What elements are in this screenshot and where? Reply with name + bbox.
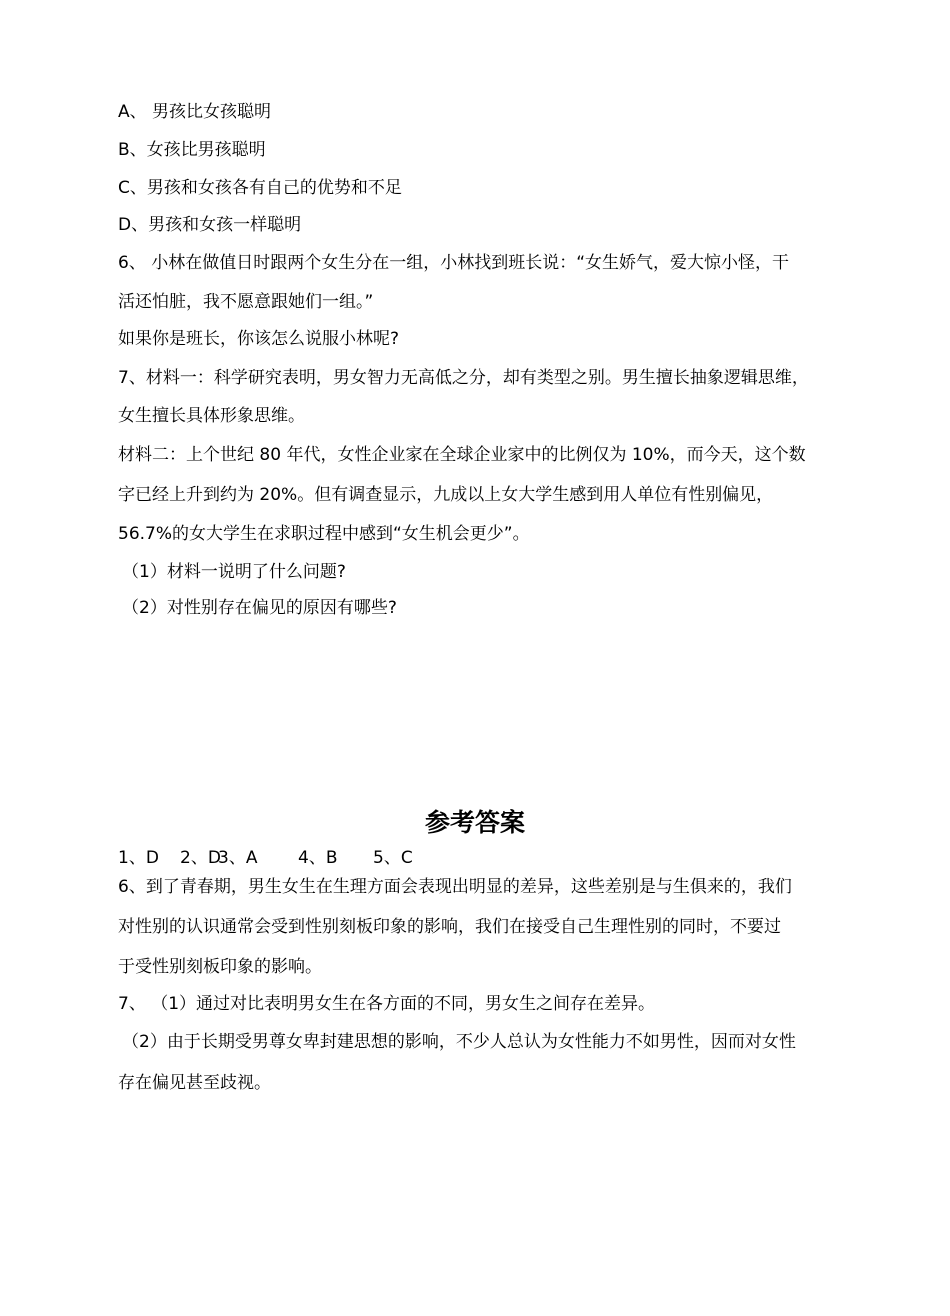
- answer-7-line-3: 存在偏见甚至歧视。: [118, 1073, 271, 1093]
- answer-7-line-2: （2）由于长期受男尊女卑封建思想的影响，不少人总认为女性能力不如男性，因而对女性: [122, 1032, 796, 1052]
- answer-3: 3、A: [218, 848, 258, 868]
- answer-6-line-3: 于受性别刻板印象的影响。: [118, 957, 322, 977]
- question-7-sub-1: （1）材料一说明了什么问题?: [122, 562, 346, 582]
- question-7-line-4: 字已经上升到约为 20%。但有调查显示，九成以上女大学生感到用人单位有性别偏见，: [118, 485, 774, 505]
- answers-title: 参考答案: [424, 808, 525, 837]
- question-7-line-1: 7、材料一：科学研究表明，男女智力无高低之分，却有类型之别。男生擅长抽象逻辑思维，: [118, 368, 809, 388]
- question-7-line-3: 材料二：上个世纪 80 年代，女性企业家在全球企业家中的比例仅为 10%，而今天，这个数: [118, 445, 806, 465]
- option-a: A、 男孩比女孩聪明: [118, 102, 272, 122]
- choice-answers: [118, 847, 413, 869]
- question-6-prompt: 如果你是班长，你该怎么说服小林呢?: [118, 329, 400, 349]
- question-7-line-2: 女生擅长具体形象思维。: [118, 406, 305, 426]
- answer-4: 4、B: [298, 848, 338, 868]
- answer-5: 5、C: [373, 848, 413, 868]
- option-c: C、男孩和女孩各有自己的优势和不足: [118, 178, 402, 198]
- answer-6-line-2: 对性别的认识通常会受到性别刻板印象的影响，我们在接受自己生理性别的同时，不要过: [118, 917, 781, 937]
- answer-6-line-1: 6、到了青春期，男生女生在生理方面会表现出明显的差异，这些差别是与生俱来的，我们: [118, 877, 792, 897]
- answer-1: 1、D: [118, 848, 159, 868]
- answer-7-line-1: 7、 （1）通过对比表明男女生在各方面的不同，男女生之间存在差异。: [118, 994, 656, 1014]
- question-6-line-2: 活还怕脏，我不愿意跟她们一组。”: [118, 292, 374, 312]
- option-d: D、男孩和女孩一样聪明: [118, 215, 302, 235]
- question-6-line-1: 6、 小林在做值日时跟两个女生分在一组，小林找到班长说：“女生娇气，爱大惊小怪，干: [118, 253, 790, 273]
- question-7-sub-2: （2）对性别存在偏见的原因有哪些?: [122, 598, 397, 618]
- answer-2: 2、D: [180, 848, 221, 868]
- option-b: B、女孩比男孩聪明: [118, 140, 266, 160]
- question-7-line-5: 56.7%的女大学生在求职过程中感到“女生机会更少”。: [118, 524, 530, 544]
